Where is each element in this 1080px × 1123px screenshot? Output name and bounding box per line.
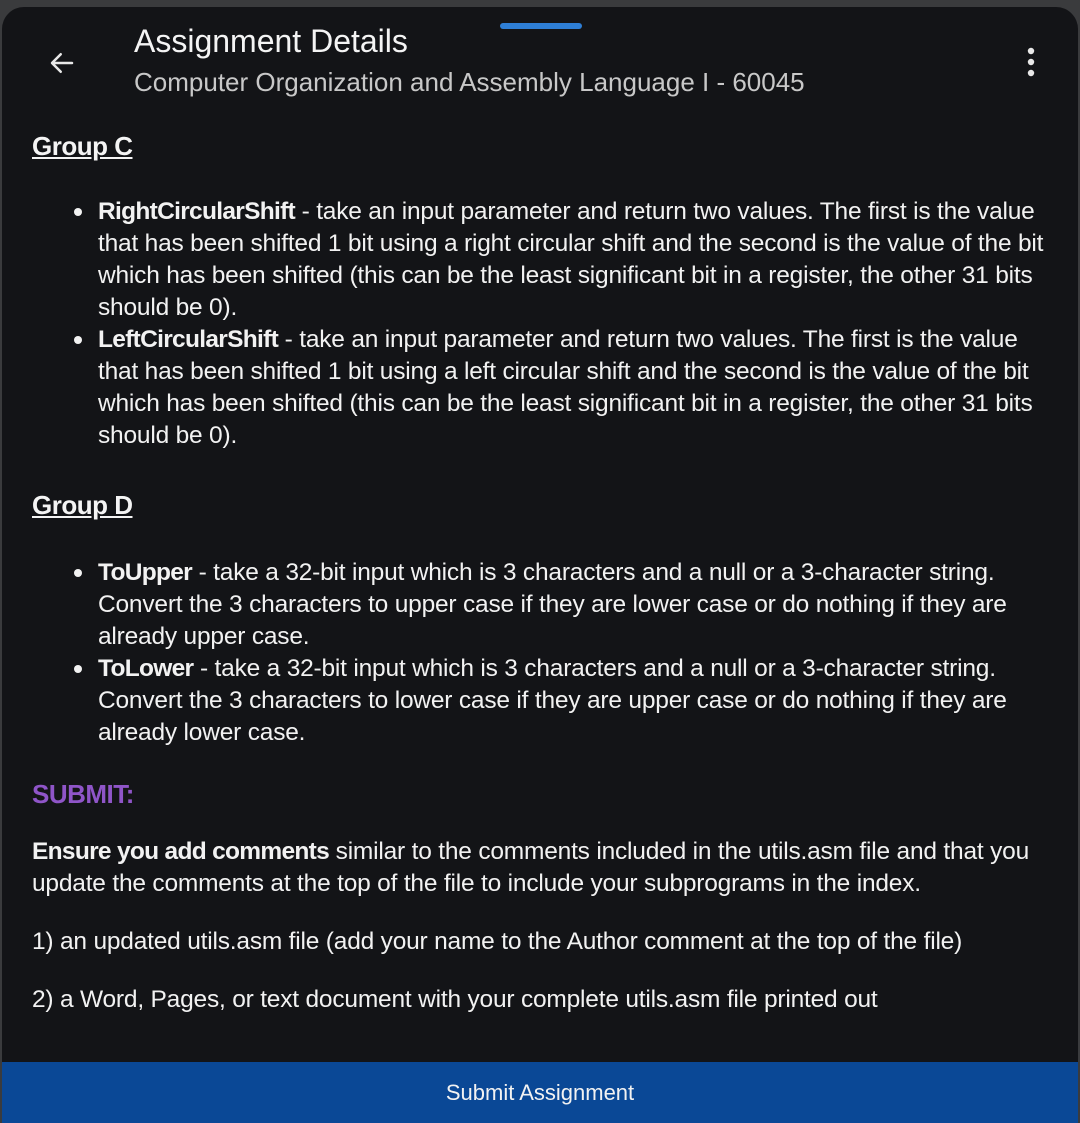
group-d-heading: Group D bbox=[32, 490, 133, 520]
subprogram-description: - take a 32-bit input which is 3 characters and a null or a 3-character string. Convert the 3 characters to upper case if they are lower case or do nothing if they are already upper case. bbox=[98, 559, 1007, 650]
bullet-icon bbox=[74, 208, 82, 216]
subprogram-description: - take an input parameter and return two values. The first is the value that has been shifted 1 bit using a right circular shift and the second is the value of the bit which has been shifted (this can be the least significant bit in a register, the other 31 bits should be 0). bbox=[98, 198, 1044, 321]
list-item bbox=[32, 557, 1062, 653]
subprogram-name: RightCircularShift bbox=[98, 198, 296, 225]
list-item bbox=[32, 324, 1062, 452]
bullet-icon bbox=[74, 665, 82, 673]
assignment-sheet bbox=[2, 7, 1078, 1123]
instructions-emphasis: Ensure you add comments bbox=[32, 838, 330, 865]
subprogram-description: - take a 32-bit input which is 3 characters and a null or a 3-character string. Convert the 3 characters to lower case if they are upper case or do nothing if they are already lower case. bbox=[98, 655, 1007, 746]
submit-item-2: 2) a Word, Pages, or text document with your complete utils.asm file printed out bbox=[32, 986, 878, 1013]
drag-handle[interactable] bbox=[500, 23, 582, 29]
group-c-heading: Group C bbox=[32, 131, 133, 161]
more-options-button[interactable] bbox=[1016, 41, 1046, 83]
submit-instructions bbox=[32, 836, 1062, 900]
subprogram-name: ToLower bbox=[98, 655, 194, 682]
course-subtitle: Computer Organization and Assembly Language I - 60045 bbox=[134, 67, 805, 97]
back-button[interactable] bbox=[44, 45, 80, 81]
list-item bbox=[32, 653, 1062, 749]
assignment-content bbox=[32, 125, 1062, 1016]
instructions-text: similar to the comments included in the utils.asm file and that you update the comments at the top of the file to include your subprograms in the index. bbox=[32, 838, 1029, 897]
more-vertical-icon bbox=[1026, 46, 1036, 78]
page-title: Assignment Details bbox=[134, 23, 408, 59]
submit-heading: SUBMIT: bbox=[32, 779, 134, 809]
subprogram-name: ToUpper bbox=[98, 559, 192, 586]
subprogram-description: - take an input parameter and return two values. The first is the value that has been shifted 1 bit using a left circular shift and the second is the value of the bit which has been shifted (this can be the least significant bit in a register, the other 31 bits should be 0). bbox=[98, 326, 1033, 449]
group-d-list bbox=[32, 557, 1062, 749]
bullet-icon bbox=[74, 336, 82, 344]
subprogram-name: LeftCircularShift bbox=[98, 326, 279, 353]
list-item bbox=[32, 196, 1062, 324]
bullet-icon bbox=[74, 569, 82, 577]
arrow-left-icon bbox=[47, 48, 77, 78]
submit-assignment-button[interactable]: Submit Assignment bbox=[2, 1062, 1078, 1123]
submit-item-1: 1) an updated utils.asm file (add your name to the Author comment at the top of the file) bbox=[32, 928, 963, 955]
group-c-list bbox=[32, 196, 1062, 452]
